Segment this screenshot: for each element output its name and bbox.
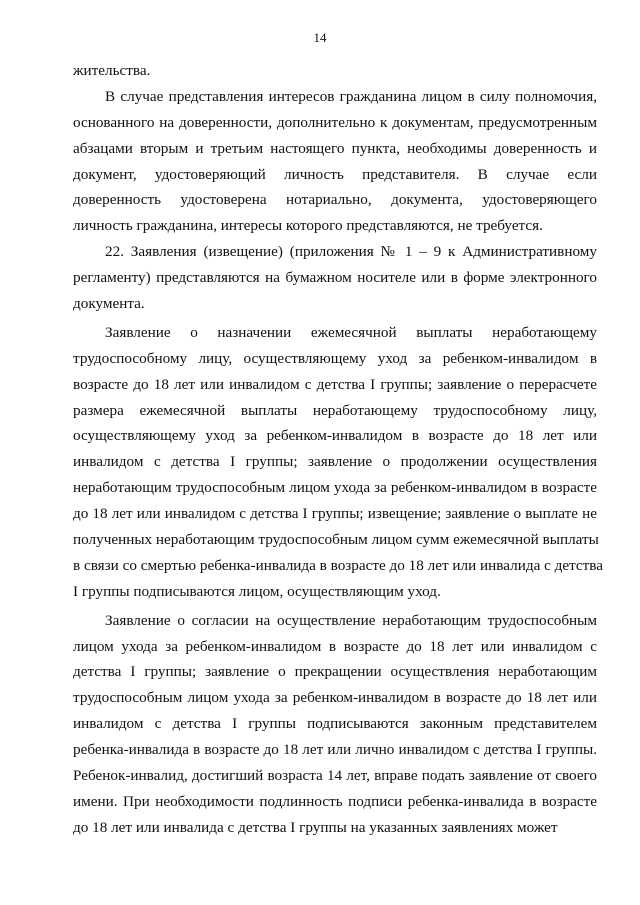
text-line: детства I группы; заявление о прекращении осуществления неработающим xyxy=(73,663,597,681)
text-line: Заявление о согласии на осуществление неработающим трудоспособным xyxy=(105,611,597,629)
text-line: личность гражданина, интересы которого представляются, не требуется. xyxy=(73,217,543,235)
text-line: 22. Заявления (извещение) (приложения № 1 – 9 к Административному xyxy=(105,243,597,261)
text-line: трудоспособному лицу, осуществляющему уход за ребенком-инвалидом в xyxy=(73,349,597,367)
paragraph xyxy=(73,320,604,605)
text-line: инвалидом с детства I группы подписываются законным представителем xyxy=(73,715,597,733)
text-line: неработающим трудоспособным лицом ухода за ребенком-инвалидом в возрасте xyxy=(73,479,597,497)
page-number: 14 xyxy=(313,30,327,45)
text-line: инвалидом с детства I группы; заявление о продолжении осуществления xyxy=(73,453,597,471)
text-line: В случае представления интересов гражданина лицом в силу полномочия, xyxy=(105,87,597,105)
text-line: доверенность удостоверена нотариально, документа, удостоверяющего xyxy=(73,191,597,209)
text-line: полученных неработающим трудоспособным лицом сумм ежемесячной выплаты xyxy=(73,531,599,549)
text-line: в связи со смертью ребенка-инвалида в возрасте до 18 лет или инвалида с детства xyxy=(73,556,604,574)
text-line: абзацами вторым и третьим настоящего пункта, необходимы доверенность и xyxy=(73,139,597,157)
text-line: имени. При необходимости подлинность подписи ребенка-инвалида в возрасте xyxy=(73,792,597,810)
text-line: возрасте до 18 лет или инвалидом с детства I группы; заявление о перерасчете xyxy=(73,375,597,393)
text-line: лицом ухода за ребенком-инвалидом в возрасте до 18 лет или инвалидом с xyxy=(73,637,597,655)
text-line: документ, удостоверяющий личность представителя. В случае если xyxy=(73,165,597,183)
paragraph xyxy=(73,58,597,84)
paragraph xyxy=(73,84,597,239)
text-line: документа. xyxy=(73,295,145,313)
text-line: осуществляющему уход за ребенком-инвалидом в возрасте до 18 лет или xyxy=(73,427,597,445)
text-line: регламенту) представляются на бумажном носителе или в форме электронного xyxy=(73,269,597,287)
text-line: ребенка-инвалида в возрасте до 18 лет или лично инвалидом с детства I группы. xyxy=(73,741,597,759)
document-body xyxy=(73,58,604,844)
text-line: до 18 лет или инвалида с детства I группы на указанных заявлениях может xyxy=(73,818,558,836)
text-line: основанного на доверенности, дополнительно к документам, предусмотренным xyxy=(73,113,597,131)
text-line: I группы подписываются лицом, осуществляющим уход. xyxy=(73,582,441,600)
text-line: трудоспособным лицом ухода за ребенком-инвалидом в возрасте до 18 лет или xyxy=(73,689,597,707)
text-line: до 18 лет или инвалидом с детства I группы; извещение; заявление о выплате не xyxy=(73,505,597,523)
text-line: жительства. xyxy=(73,62,151,79)
text-line: Ребенок-инвалид, достигший возраста 14 лет, вправе подать заявление от своего xyxy=(73,767,597,785)
paragraph xyxy=(73,608,597,841)
text-line: размера ежемесячной выплаты неработающему трудоспособному лицу, xyxy=(73,401,597,419)
text-line: Заявление о назначении ежемесячной выплаты неработающему xyxy=(105,323,597,341)
paragraph xyxy=(73,239,597,317)
